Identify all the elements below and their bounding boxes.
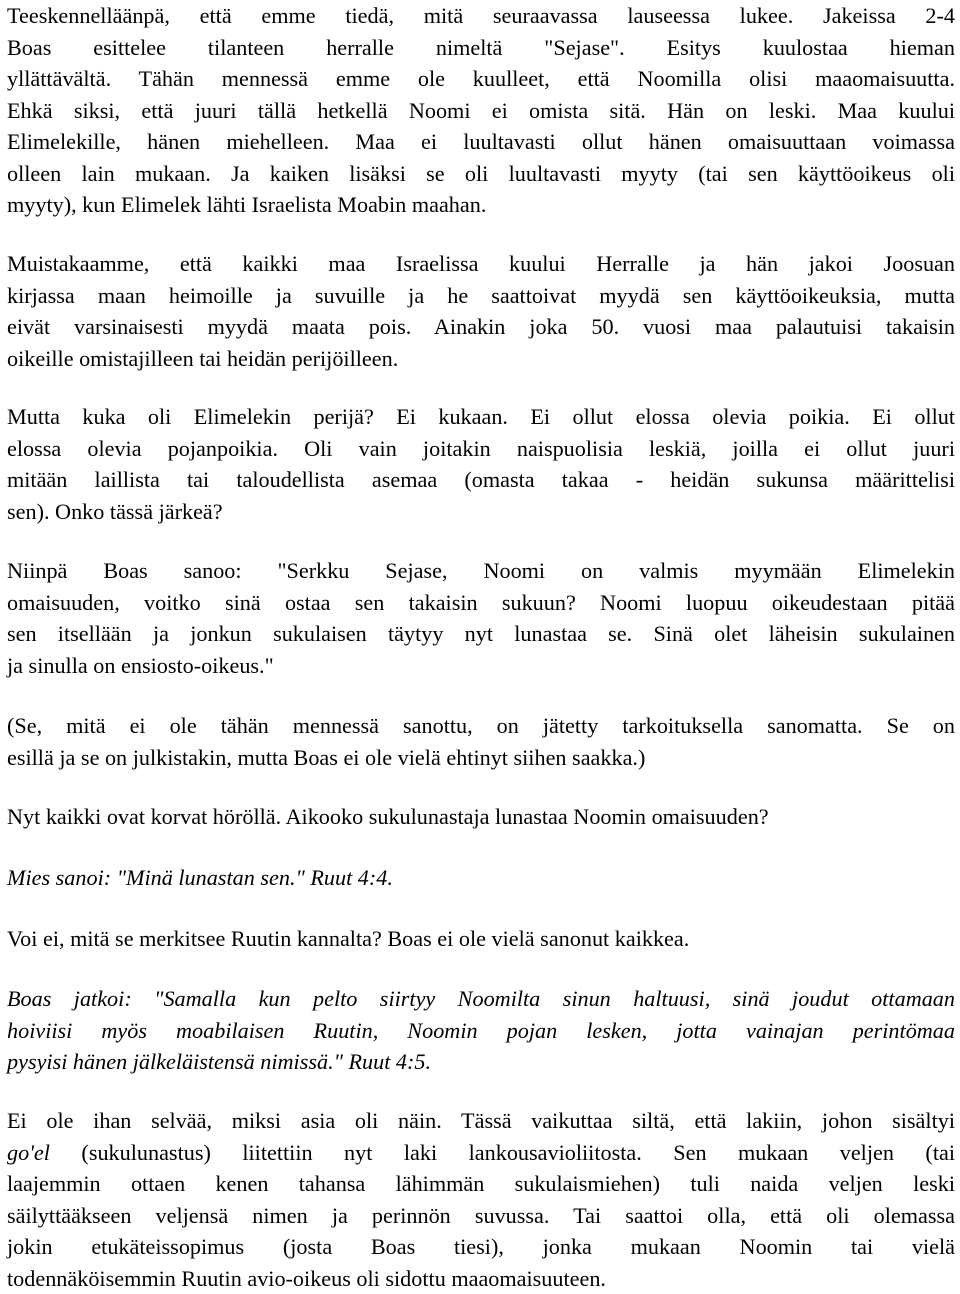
paragraph-ears-open xyxy=(7,801,955,833)
text-line: ja sinulla on ensiosto-oikeus." xyxy=(7,650,955,682)
text-line: mitään laillista tai taloudellista asemaa (omasta takaa - heidän sukunsa määrittelisi xyxy=(7,464,955,496)
term-goel: go'el xyxy=(7,1140,50,1165)
text-line: sen). Onko tässä järkeä? xyxy=(7,496,955,528)
text-line: sen itsellään ja jonkun sukulaisen täytyy nyt lunastaa se. Sinä olet läheisin sukulainen xyxy=(7,618,955,650)
text-line: oikeille omistajilleen tai heidän perijöilleen. xyxy=(7,343,955,375)
paragraph-heir xyxy=(7,401,955,527)
text-line: Mies sanoi: "Minä lunastan sen." Ruut 4:4. xyxy=(7,862,955,894)
text-line: Ehkä siksi, että juuri tällä hetkellä Noomi ei omista sitä. Hän on leski. Maa kuului xyxy=(7,95,955,127)
text-line: myyty), kun Elimelek lähti Israelista Moabin maahan. xyxy=(7,189,955,221)
paragraph-goel xyxy=(7,1105,955,1294)
text-line: hoiviisi myös moabilaisen Ruutin, Noomin pojan lesken, jotta vainajan perintömaa xyxy=(7,1015,955,1047)
text-line: Elimelekille, hänen miehelleen. Maa ei luultavasti ollut hänen omaisuuttaan voimassa xyxy=(7,126,955,158)
text-line: yllättävältä. Tähän mennessä emme ole kuulleet, että Noomilla olisi maaomaisuutta. xyxy=(7,63,955,95)
quote-ruth-4-4 xyxy=(7,862,955,894)
text-line: Muistakaamme, että kaikki maa Israelissa kuului Herralle ja hän jakoi Joosuan xyxy=(7,248,955,280)
text-line: kirjassa maan heimoille ja suvuille ja he saattoivat myydä sen käyttöoikeuksia, mutta xyxy=(7,280,955,312)
paragraph-parenthetical xyxy=(7,710,955,773)
text-line: pysyisi hänen jälkeläistensä nimissä." Ruut 4:5. xyxy=(7,1046,955,1078)
text-line: esillä ja se on julkistakin, mutta Boas ei ole vielä ehtinyt siihen saakka.) xyxy=(7,742,955,774)
text-line: todennäköisemmin Ruutin avio-oikeus oli sidottu maaomaisuuteen. xyxy=(7,1263,955,1294)
text-line: Boas jatkoi: "Samalla kun pelto siirtyy Noomilta sinun haltuusi, sinä joudut ottamaan xyxy=(7,983,955,1015)
text-line: jokin etukäteissopimus (josta Boas tiesi), jonka mukaan Noomin tai vielä xyxy=(7,1231,955,1263)
text-line: olleen lain mukaan. Ja kaiken lisäksi se oli luultavasti myyty (tai sen käyttöoikeus oli xyxy=(7,158,955,190)
paragraph-oh-no xyxy=(7,923,955,955)
text-line: elossa olevia pojanpoikia. Oli vain joitakin naispuolisia leskiä, joilla ei ollut juuri xyxy=(7,433,955,465)
text-line: go'el (sukulunastus) liitettiin nyt laki lankousavioliitosta. Sen mukaan veljen (tai xyxy=(7,1137,955,1169)
text-line: Ei ole ihan selvää, miksi asia oli näin. Tässä vaikuttaa siltä, että lakiin, johon sisältyi xyxy=(7,1105,955,1137)
text-line: eivät varsinaisesti myydä maata pois. Ainakin joka 50. vuosi maa palautuisi takaisin xyxy=(7,311,955,343)
paragraph-israel-land xyxy=(7,248,955,374)
text-line: Niinpä Boas sanoo: "Serkku Sejase, Noomi on valmis myymään Elimelekin xyxy=(7,555,955,587)
text-line: säilyttääkseen veljensä nimen ja perinnön suvussa. Tai saattoi olla, että oli olemassa xyxy=(7,1200,955,1232)
paragraph-boaz-says xyxy=(7,555,955,681)
text-line: Mutta kuka oli Elimelekin perijä? Ei kukaan. Ei ollut elossa olevia poikia. Ei ollut xyxy=(7,401,955,433)
quote-ruth-4-5 xyxy=(7,983,955,1078)
text-line: omaisuuden, voitko sinä ostaa sen takaisin sukuun? Noomi luopuu oikeudestaan pitää xyxy=(7,587,955,619)
text-line: Voi ei, mitä se merkitsee Ruutin kannalta? Boas ei ole vielä sanonut kaikkea. xyxy=(7,923,955,955)
text-line: (Se, mitä ei ole tähän mennessä sanottu, on jätetty tarkoituksella sanomatta. Se on xyxy=(7,710,955,742)
text-line: Boas esittelee tilanteen herralle nimeltä "Sejase". Esitys kuulostaa hieman xyxy=(7,32,955,64)
text-line: Nyt kaikki ovat korvat höröllä. Aikooko sukulunastaja lunastaa Noomin omaisuuden? xyxy=(7,801,955,833)
text-line: Teeskennelläänpä, että emme tiedä, mitä seuraavassa lauseessa lukee. Jakeissa 2-4 xyxy=(7,0,955,32)
paragraph-naomi-land xyxy=(7,0,955,221)
text-line: laajemmin ottaen kenen tahansa lähimmän sukulaismiehen) tuli naida veljen leski xyxy=(7,1168,955,1200)
